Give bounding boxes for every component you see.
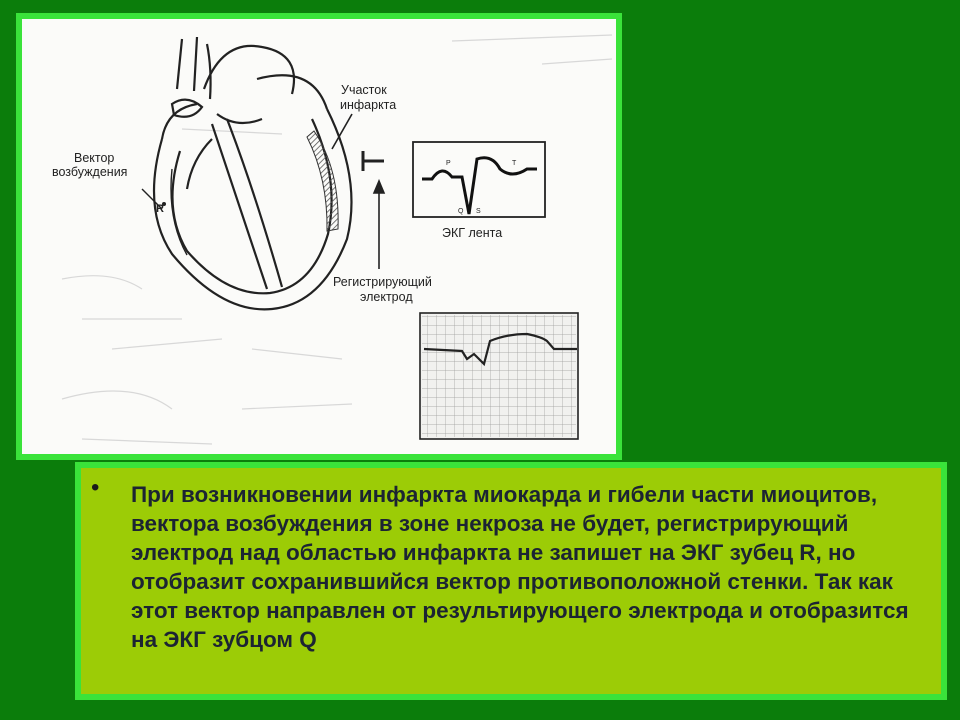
ecg-trace bbox=[422, 158, 537, 214]
excitation-vector-label-line2: возбуждения bbox=[52, 165, 128, 179]
explanation-text: При возникновении инфаркта миокарда и гибели части миоцитов, вектора возбуждения в зоне некроза не будет, регистрирующий электрод над областью инфаркта не запишет на ЭКГ зубец R, но отобразит сохранившийся вектор противоположной стенки. Так как этот вектор направлен от результирующего электрода и отобразится на ЭКГ зубцом Q bbox=[131, 482, 909, 652]
ecg-wave-q: Q bbox=[458, 208, 464, 215]
explanation-panel bbox=[75, 462, 947, 700]
electrode-arrow bbox=[374, 181, 384, 269]
vector-letter-r: R bbox=[156, 203, 164, 215]
recording-electrode-label-line2: электрод bbox=[360, 290, 413, 304]
ecg-wave-t: T bbox=[512, 160, 517, 167]
ecg-strip-grid bbox=[422, 315, 576, 437]
infarct-area-label-line1: Участок bbox=[341, 83, 387, 97]
recording-electrode-label-line1: Регистрирующий bbox=[333, 275, 432, 289]
ecg-tape-label: ЭКГ лента bbox=[442, 226, 503, 240]
ecg-wave-s: S bbox=[476, 208, 481, 215]
infarct-area-label-line2: инфаркта bbox=[340, 98, 397, 112]
ecg-wave-p: P bbox=[446, 160, 451, 167]
electrode-symbol bbox=[363, 151, 384, 171]
heart-infarct-diagram bbox=[22, 19, 616, 454]
figure-panel bbox=[16, 13, 622, 460]
bullet-icon: • bbox=[91, 474, 100, 501]
excitation-vector-label-line1: Вектор bbox=[74, 151, 115, 165]
